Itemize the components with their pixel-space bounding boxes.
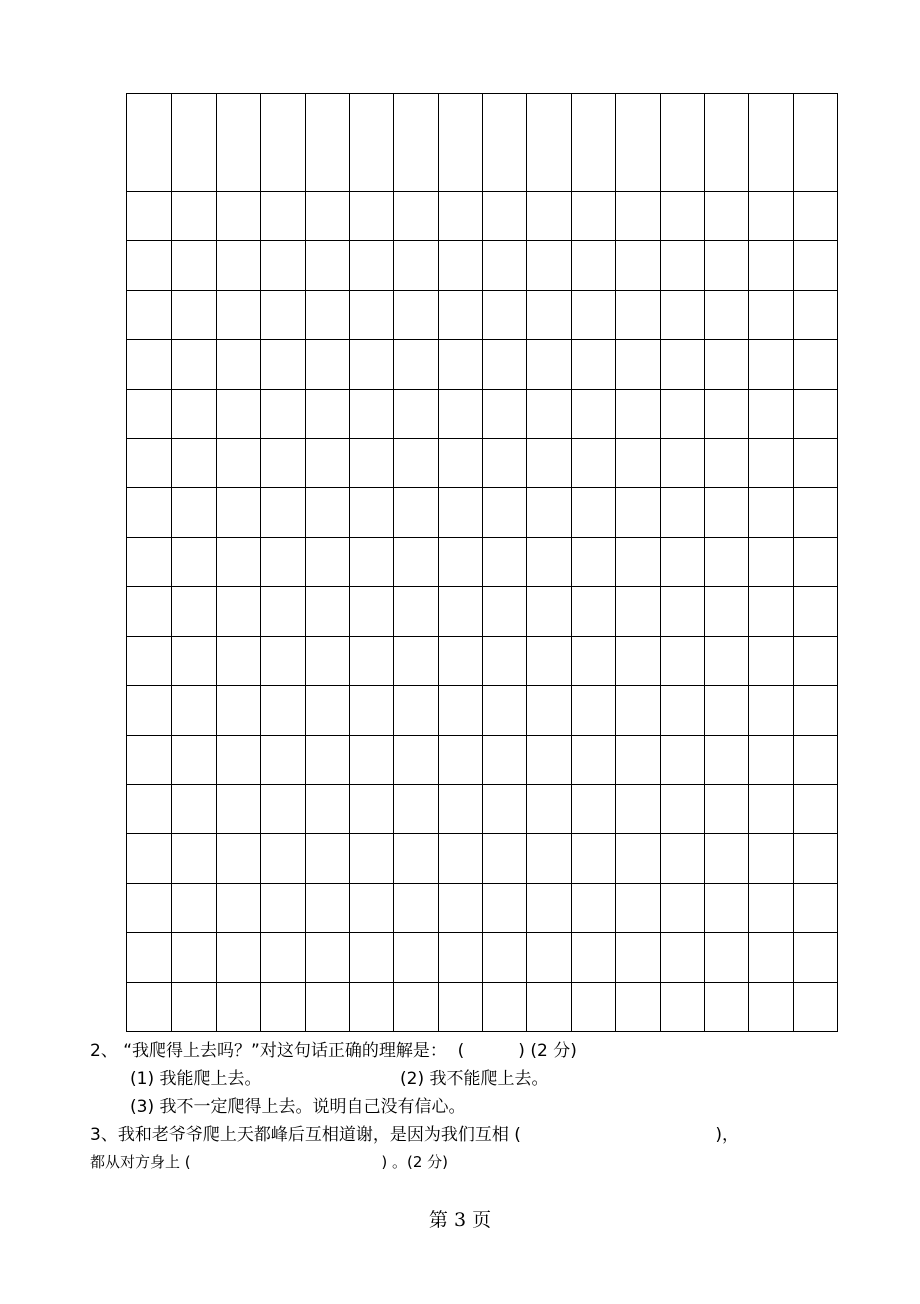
grid-row-line (127, 586, 837, 587)
grid-column-line (393, 94, 394, 1031)
grid-row-line (127, 735, 837, 736)
grid-row-line (127, 685, 837, 686)
grid-column-line (704, 94, 705, 1031)
grid-row-line (127, 833, 837, 834)
question-2-stem: 2、 “我爬得上去吗？”对这句话正确的理解是： ( ) (2 分) (90, 1041, 577, 1061)
grid-column-line (660, 94, 661, 1031)
grid-row-line (127, 932, 837, 933)
writing-grid (126, 93, 838, 1032)
grid-row-line (127, 784, 837, 785)
grid-row-line (127, 438, 837, 439)
page-number: 第 3 页 (428, 1209, 492, 1231)
grid-row-line (127, 636, 837, 637)
grid-row-line (127, 537, 837, 538)
grid-row-line (127, 487, 837, 488)
grid-row-line (127, 339, 837, 340)
grid-row-line (127, 982, 837, 983)
grid-column-line (526, 94, 527, 1031)
grid-column-line (571, 94, 572, 1031)
grid-column-line (305, 94, 306, 1031)
grid-row-line (127, 240, 837, 241)
grid-column-line (216, 94, 217, 1031)
grid-column-line (171, 94, 172, 1031)
grid-column-line (260, 94, 261, 1031)
grid-column-line (438, 94, 439, 1031)
grid-row-line (127, 389, 837, 390)
question-3-line-2: 都从对方身上 ( ) 。(2 分) (90, 1153, 448, 1171)
grid-column-line (793, 94, 794, 1031)
question-2-option-1: (1) 我能爬上去。 (130, 1069, 262, 1089)
grid-column-line (349, 94, 350, 1031)
question-3-line-1: 3、我和老爷爷爬上天都峰后互相道谢，是因为我们互相 ( )， (90, 1125, 740, 1145)
question-2-option-2: (2) 我不能爬上去。 (400, 1069, 549, 1089)
grid-row-line (127, 191, 837, 192)
grid-column-line (748, 94, 749, 1031)
grid-row-line (127, 883, 837, 884)
grid-row-line (127, 290, 837, 291)
grid-column-line (615, 94, 616, 1031)
question-2-option-3: (3) 我不一定爬得上去。说明自己没有信心。 (130, 1097, 466, 1117)
grid-column-line (482, 94, 483, 1031)
